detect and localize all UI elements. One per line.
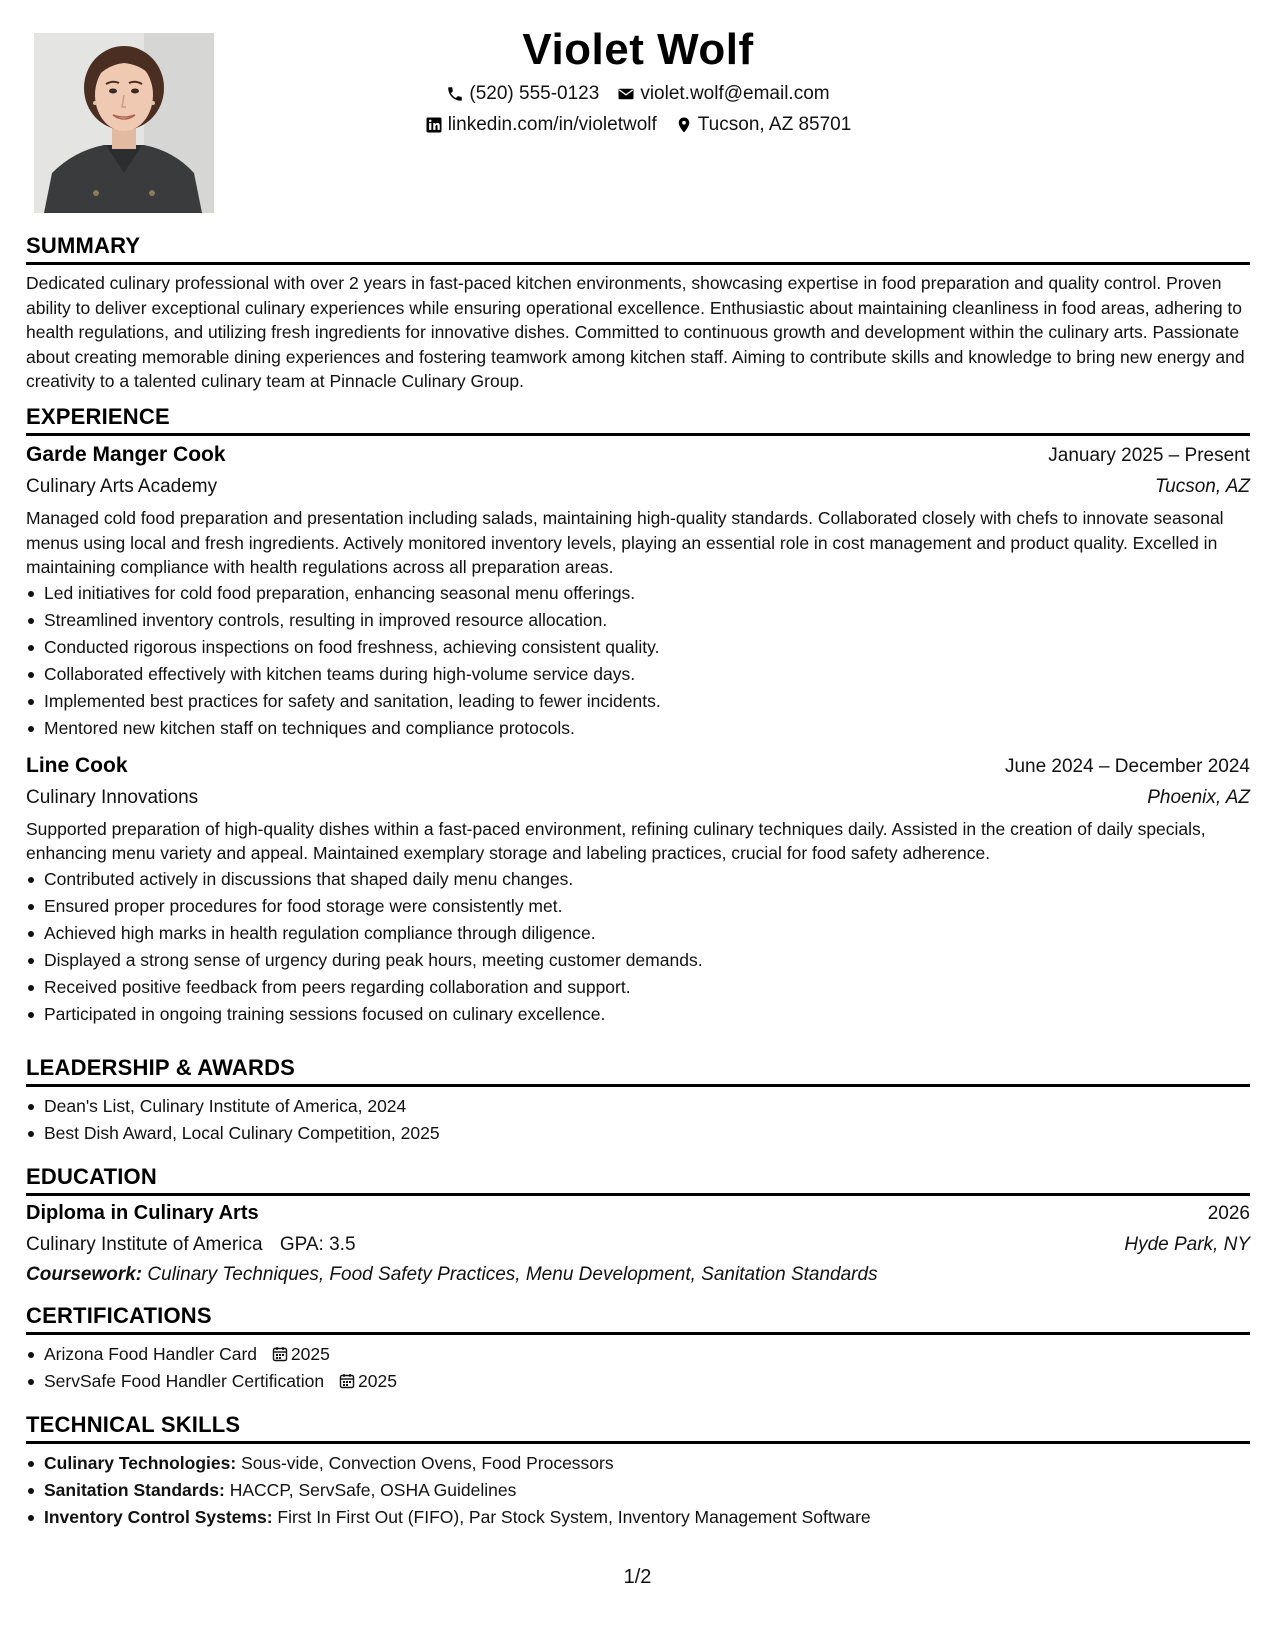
location-contact [675, 109, 852, 140]
job-dates: June 2024 – December 2024 [1004, 755, 1250, 777]
envelope-icon [617, 85, 635, 103]
list-item [44, 1368, 1250, 1395]
linkedin-icon [425, 116, 443, 134]
section-title: SUMMARY [26, 232, 1250, 265]
coursework-line [26, 1260, 1250, 1289]
list-item [44, 1341, 1250, 1368]
job-bullets [26, 866, 1250, 1028]
education-section [26, 1163, 1250, 1289]
list-item: Achieved high marks in health regulation compliance through diligence. [44, 920, 1250, 947]
certifications-section [26, 1302, 1250, 1395]
map-marker-icon [675, 116, 693, 134]
summary-text: Dedicated culinary professional with over 2 years in fast-paced kitchen environments, showcasing expertise in food preparation and quality control. Proven ability to deliver exceptional culinary experiences while ensuring operational excellence. Enthusiastic about maintaining cleanliness in food areas, adhering to health regulations, and utilizing fresh ingredients for innovative dishes. Committed to continuous growth and development within the culinary arts. Passionate about creating memorable dining experiences and fostering teamwork among kitchen staff. Aiming to contribute skills and knowledge to bring new energy and creativity to a talented culinary team at Pinnacle Culinary Group. [26, 273, 1245, 391]
graduation-year: 2026 [1207, 1203, 1250, 1224]
skill-value: First In First Out (FIFO), Par Stock System, Inventory Management Software [277, 1507, 871, 1527]
gpa: GPA: 3.5 [279, 1234, 356, 1255]
school-location: Hyde Park, NY [1124, 1234, 1250, 1255]
experience-section [26, 403, 1250, 1028]
job-description: Managed cold food preparation and presentation including salads, maintaining high-quality standards. Collaborated closely with chefs to innovate seasonal menus using local and fresh ingredients. Actively monitored inventory levels, playing an essential role in cost management and product quality. Excelled in maintaining compliance with health regulations across all preparation areas. [26, 508, 1224, 577]
list-item: Received positive feedback from peers regarding collaboration and support. [44, 974, 1250, 1001]
skill-value: HACCP, ServSafe, OSHA Guidelines [229, 1480, 517, 1500]
job-organization: Culinary Arts Academy [26, 476, 218, 497]
calendar-icon [272, 1346, 288, 1362]
job-dates: January 2025 – Present [1048, 445, 1250, 466]
job-bullets [26, 580, 1250, 742]
job-title: Garde Manger Cook [26, 443, 226, 466]
phone-icon [446, 85, 464, 103]
list-item: Best Dish Award, Local Culinary Competition, 2025 [44, 1120, 1250, 1147]
page-number: 1/2 [623, 1566, 652, 1588]
list-item: Displayed a strong sense of urgency during peak hours, meeting customer demands. [44, 947, 1250, 974]
list-item [44, 1450, 1250, 1477]
school-line [26, 1229, 356, 1260]
section-title: TECHNICAL SKILLS [26, 1411, 1250, 1444]
email-contact[interactable] [617, 78, 829, 109]
contact-line-2 [26, 109, 1250, 140]
list-item: Conducted rigorous inspections on food freshness, achieving consistent quality. [44, 634, 1250, 661]
job-location: Tucson, AZ [1154, 476, 1250, 497]
school-name: Culinary Institute of America [26, 1234, 263, 1255]
degree-title: Diploma in Culinary Arts [26, 1202, 259, 1224]
list-item: Collaborated effectively with kitchen teams during high-volume service days. [44, 661, 1250, 688]
summary-section [26, 232, 1250, 394]
list-item [44, 1504, 1250, 1531]
coursework-label: Coursework: [26, 1264, 143, 1285]
list-item: Mentored new kitchen staff on techniques and compliance protocols. [44, 715, 1250, 742]
email-address[interactable]: violet.wolf@email.com [640, 83, 830, 104]
skills-list [26, 1450, 1250, 1531]
list-item: Ensured proper procedures for food storage were consistently met. [44, 893, 1250, 920]
section-title: EXPERIENCE [26, 403, 1250, 436]
certification-name: Arizona Food Handler Card [44, 1344, 258, 1364]
job-title: Line Cook [26, 753, 128, 777]
list-item: Participated in ongoing training sessions focused on culinary excellence. [44, 1001, 1250, 1028]
candidate-name: Violet Wolf [522, 25, 754, 74]
list-item [44, 1477, 1250, 1504]
job-location: Phoenix, AZ [1147, 786, 1250, 808]
skill-value: Sous-vide, Convection Ovens, Food Processors [241, 1453, 614, 1473]
coursework-list: Culinary Techniques, Food Safety Practices, Menu Development, Sanitation Standards [147, 1264, 878, 1285]
resume-header [26, 22, 1250, 140]
phone-contact [446, 78, 599, 109]
phone-number: (520) 555-0123 [469, 83, 600, 104]
list-item: Streamlined inventory controls, resulting in improved resource allocation. [44, 607, 1250, 634]
certification-year: 2025 [290, 1344, 330, 1364]
job-description: Supported preparation of high-quality dishes within a fast-paced environment, refining culinary techniques daily. Assisted in the creation of daily specials, enhancing menu variety and appeal. Maintained exemplary storage and labeling practices, crucial for food safety adherence. [26, 818, 1206, 863]
calendar-icon [339, 1373, 355, 1389]
location-text: Tucson, AZ 85701 [697, 114, 852, 135]
job-entry [26, 750, 1250, 1028]
list-item: Implemented best practices for safety and sanitation, leading to fewer incidents. [44, 688, 1250, 715]
linkedin-url[interactable]: linkedin.com/in/violetwolf [447, 114, 657, 135]
section-title: CERTIFICATIONS [26, 1302, 1250, 1335]
skill-label: Culinary Technologies: [44, 1453, 237, 1473]
certifications-list [26, 1341, 1250, 1395]
linkedin-contact[interactable] [425, 109, 657, 140]
job-organization: Culinary Innovations [26, 786, 199, 808]
certification-year: 2025 [358, 1371, 397, 1391]
list-item: Contributed actively in discussions that shaped daily menu changes. [44, 866, 1250, 893]
skill-label: Inventory Control Systems: [44, 1507, 273, 1527]
skills-section [26, 1411, 1250, 1531]
section-title: EDUCATION [26, 1163, 1250, 1196]
awards-list [26, 1093, 1250, 1147]
job-entry [26, 439, 1250, 742]
list-item: Led initiatives for cold food preparation, enhancing seasonal menu offerings. [44, 580, 1250, 607]
section-title: LEADERSHIP & AWARDS [26, 1054, 1250, 1087]
certification-name: ServSafe Food Handler Certification [44, 1371, 325, 1391]
awards-section [26, 1054, 1250, 1147]
skill-label: Sanitation Standards: [44, 1480, 225, 1500]
contact-line-1 [26, 78, 1250, 109]
list-item: Dean's List, Culinary Institute of America, 2024 [44, 1093, 1250, 1120]
